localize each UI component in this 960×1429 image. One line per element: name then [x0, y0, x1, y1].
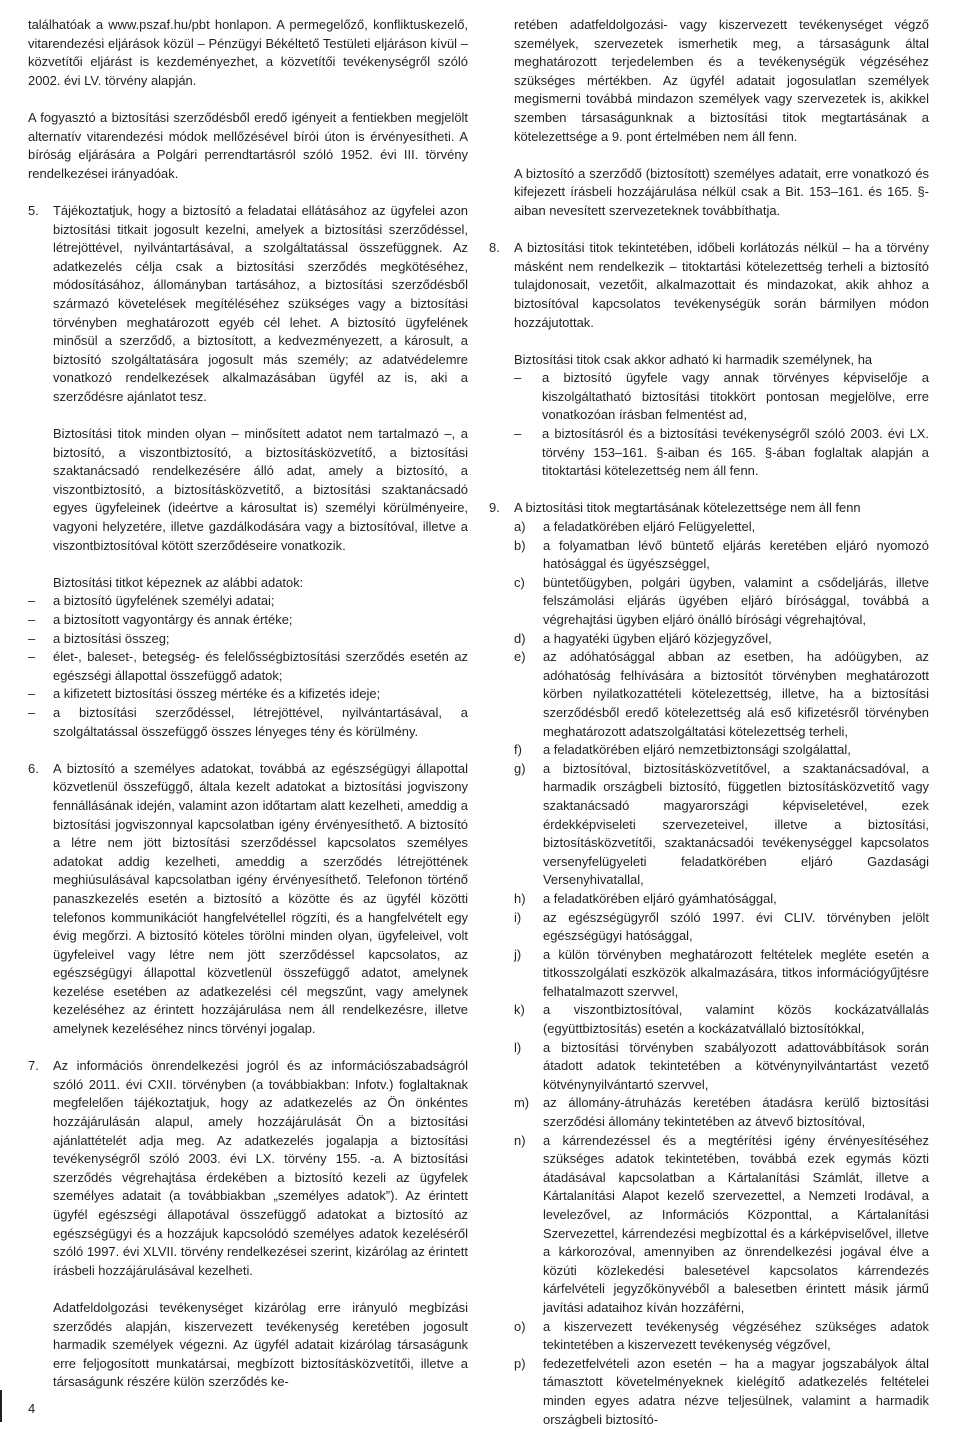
paragraph-kepeznek-wrap — [28, 574, 468, 593]
section-6 — [28, 760, 468, 1039]
list-item-text: büntetőügyben, polgári ügyben, valamint a csődeljárás, illetve felszámolási eljárás ügyében eljáró bírósággal, továbbá a végrehajtási ügyben eljáró önálló bírósági végrehajtóval, — [543, 574, 929, 627]
list-item — [489, 909, 929, 946]
list-marker: j) — [514, 946, 522, 962]
list-item-text: élet-, baleset-, betegség- és felelősségbiztosítási szerződés esetén az egészségi állapottal összefüggő adatok; — [53, 649, 468, 683]
section-8-number: 8. — [489, 240, 500, 256]
list-marker: h) — [514, 890, 526, 906]
list-marker: i) — [514, 909, 522, 925]
list-item-text: a biztosítási összeg; — [53, 630, 170, 646]
ha-list — [489, 369, 929, 481]
list-marker: k) — [514, 1002, 525, 1018]
section-9-number: 9. — [489, 500, 500, 516]
list-item: – a biztosított vagyontárgy és annak értéke; — [28, 611, 468, 630]
list-marker: a) — [514, 519, 526, 535]
paragraph-cont-wrap — [489, 16, 929, 146]
list-item-text: a kárrendezéssel és a megtérítési igény érvényesítéséhez szükséges adatok tekintetében, továbbá ezek egymás közti átadásával kapcsolatban a Kártalanítási Számlát, illetve a Kártalanítási Alapot kezelő szervezettel, a Nemzeti Irodával, a levelezővel, az Információs Központtal, a Kártalanítási Szervezettel, kárrendezési megbízottal és a kárképviselővel, illetve a kárkorozóval, amennyiben az önrendelkezési jogával élve a közúti közlekedési balesetével kapcsolatos kárrendezés kárfelvételi jegyzőkönyvéből a balesetben érintett másik jármű javítási adataihoz kíván hozzáférni, — [543, 1132, 929, 1315]
list-item — [489, 648, 929, 741]
paragraph-cont: retében adatfeldolgozási- vagy kiszervezett tevékenységet végző személyek, szervezetek ismerhetik meg, a társaságunk által meghatározott terjedelemben és a tevékenységük végzéséhez szükséges mértékben. Az ügyfél adatait jogosulatlan személyek megismerni továbbá mindazon személyek vagy szervezetek is, akikkel szemben társaságunknak a biztosítási titok megtartásának a kötelezettsége a 9. pont értelmében nem áll fenn. — [514, 17, 929, 144]
list-item-text: a kiszervezett tevékenység végzéséhez szükséges adatok tekintetében a kiszervezett tevékenység végzővel, — [543, 1318, 929, 1353]
paragraph-kiadhato: Biztosítási titok csak akkor adható ki harmadik személynek, ha — [514, 351, 873, 367]
list-item — [489, 574, 929, 630]
list-item — [489, 1132, 929, 1318]
list-marker: g) — [514, 760, 526, 776]
list-item — [489, 741, 929, 760]
list-item — [489, 1039, 929, 1095]
list-item-text: a hagyatéki ügyben eljáró közjegyzővel, — [543, 630, 772, 646]
paragraph-fogyaszto: A fogyasztó a biztosítási szerződésből eredő igényeit a fentiekben megjelölt alternatív vitarendezési módok mellőzésével bírói úton is érvényesítheti. A bíróság eljárására a Polgári perrendtartásról szóló 1952. évi III. törvény rendelkezései irányadóak. — [28, 109, 468, 181]
list-marker: n) — [514, 1132, 526, 1148]
list-item-text: a biztosításról és a biztosítási tevékenységről szóló 2003. évi LX. törvény 153–161. §-aiban és 165. §-ában foglaltak alapján a titoktartási kötelezettség nem áll fenn. — [542, 426, 929, 479]
section-9 — [489, 499, 929, 518]
list-item-text: a feladatkörében eljáró Felügyelettel, — [543, 519, 756, 535]
paragraph-kiadhato-wrap — [489, 351, 929, 370]
section-6-text: A biztosító a személyes adatokat, továbbá az egészségügyi állapottal közvetlenül összefüggő, általa kezelt adatokat a biztosítási jogviszony fennállásának idején, valamint azon időtartam alatt kezelheti, ameddig a biztosítási jogviszonnyal kapcsolatban igény érvényesíthető. A biztosító a létre nem jött biztosítási szerződéssel kapcsolatos személyes adatokat addig kezelheti, ameddig a szerződés létrejöttének meghiúsulásával kapcsolatban igény érvényesíthető. Telefonon történő panaszkezelés esetén a biztosító a közötte és az ügyfél közötti telefonos kommunikációt hangfelvétellel rögzíti, és a hangfelvételt egy évig megőrzi. A biztosító köteles törölni minden olyan, ügyfeleivel, volt ügyfeleivel vagy létre nem jött szerződéssel kapcsolatos, az egészségügyi állapottal közvetlenül összefüggő adatot, amelynek kezelése esetében az adatkezelési cél megszűnt, vagy amelynek kezeléséhez az érintett hozzájárulása nem áll rendelkezésre, illetve amelynek kezeléséhez nincs törvényi jogalap. — [53, 760, 468, 1037]
list-item — [489, 518, 929, 537]
list-marker: b) — [514, 537, 526, 553]
section-5 — [28, 202, 468, 407]
list-item-text: a biztosító ügyfele vagy annak törvényes képviselője a kiszolgáltatható biztosítási titokkört pontosan megjelölve, erre vonatkozóan írásban felmentést ad, — [542, 370, 929, 423]
dash-list — [28, 592, 468, 741]
list-item-text: az állomány-átruházás keretében átadásra kerülő biztosítási szerződési állomány tekintetében az átvevő biztosítóval, — [543, 1095, 929, 1130]
list-marker: l) — [514, 1039, 522, 1055]
list-item: – a biztosító ügyfelének személyi adatai; — [28, 592, 468, 611]
right-column — [489, 16, 929, 1429]
list-marker: e) — [514, 649, 526, 665]
list-marker: p) — [514, 1355, 526, 1371]
list-item-text: az egészségügyről szóló 1997. évi CLIV. törvényben jelölt egészségügyi hatósággal, — [543, 909, 929, 944]
section-7 — [28, 1057, 468, 1280]
section-7-text: Az információs önrendelkezési jogról és az információszabadságról szóló 2011. évi CXII. törvényben (a továbbiakban: Infotv.) foglaltaknak megfelelően tájékoztatjuk, hogy az adatkezelés az Ön önkéntes hozzájárulásán alapul, amely hozzájárulását Ön a biztosítási ajánlattételét adja meg. Az adatkezelés jogalapja a biztosítási tevékenységről szóló 2003. évi LX. törvény 155. -a. A biztosítási szerződés végrehajtása érdekében a biztosító kezeli az ügyfelek személyes adatait (a továbbiakban „személyes adatok”). Az érintett ügyfél egészségi állapotával összefüggő adatokat a biztosító az egészségügyi és a hozzájuk kapcsolódó személyes adatok kezeléséről szóló 1997. évi XLVII. törvény rendelkezései szerint, kizárólag az érintett írásbeli hozzájárulásával kezelheti. — [53, 1058, 468, 1278]
list-marker: f) — [514, 742, 522, 758]
paragraph-szerzodo-wrap — [489, 165, 929, 221]
list-item: – a biztosító ügyfele vagy annak törvényes képviselője a kiszolgáltatható biztosítási titokkört pontosan megjelölve, erre vonatkozóan írásban felmentést ad, — [489, 369, 929, 425]
list-item — [489, 946, 929, 1002]
s9-list — [489, 518, 929, 1429]
list-item-text: a feladatkörében eljáró gyámhatósággal, — [543, 890, 777, 906]
list-item-text: fedezetfelvételi azon esetén – ha a magyar jogszabályok által támasztott követelményeknek kielégítő adatkezelés feltételei minden egyes adatra nézve teljesülnek, valamint a harmadik országbeli biztosító- — [543, 1355, 929, 1427]
list-item-text: a biztosított vagyontárgy és annak értéke; — [53, 612, 293, 627]
paragraph-szerzodo: A biztosító a szerződő (biztosított) személyes adatait, erre vonatkozó és kifejezett írásbeli hozzájárulása nélkül csak a Bit. 153–161. és 165. §-aiban nevesített szervezeteknek továbbíthatja. — [514, 165, 929, 218]
section-8 — [489, 239, 929, 332]
paragraph-titok: Biztosítási titok minden olyan – minősített adatot nem tartalmazó –, a biztosító, a viszontbiztosító, a biztosításközvetítő, a biztosítási szaktanácsadó rendelkezésére álló adat, amely a biztosító, a viszontbiztosító, a biztosításközvetítő, a biztosítási szaktanácsadó egyes ügyfeleinek (ideértve a károsultat is) személyi körülményeire, vagyoni helyzetére, illetve gazdálkodására vagy a biztosítóval, illetve a viszontbiztosítóval kötött szerződéseire vonatkozik. — [53, 426, 468, 553]
list-item — [489, 537, 929, 574]
paragraph-top: találhatóak a www.pszaf.hu/pbt honlapon. A permegelőző, konfliktuskezelő, vitarendezési eljárások közül – Pénzügyi Békéltető Testületi eljáráson kívül – közvetítői eljárást is kezdeményezhet, a közvetítői tevékenységről szóló 2002. évi LV. törvény alapján. — [28, 17, 468, 88]
list-item-text: a folyamatban lévő büntető eljárás keretében eljáró nyomozó hatósággal és ügyészséggel, — [543, 537, 929, 572]
section-9-text: A biztosítási titok megtartásának kötelezettsége nem áll fenn — [514, 500, 861, 516]
list-item: – a kifizetett biztosítási összeg mértéke és a kifizetés ideje; — [28, 685, 468, 704]
paragraph-adatfeld-wrap — [28, 1299, 468, 1392]
section-8-text: A biztosítási titok tekintetében, időbeli korlátozás nélkül – ha a törvény másként nem rendelkezik – titoktartási kötelezettség terheli a biztosító tulajdonosait, vezetőit, alkalmazottait és mindazokat, akik ahhoz a biztosítóval kapcsolatos tevékenységük során bármilyen módon hozzájutottak. — [514, 240, 929, 330]
list-marker: d) — [514, 630, 526, 646]
section-6-number: 6. — [28, 760, 39, 776]
paragraph-kepeznek: Biztosítási titkot képeznek az alábbi adatok: — [53, 574, 304, 590]
list-item — [489, 760, 929, 890]
list-item-text: a viszontbiztosítóval, valamint közös kockázatvállalás (együttbiztosítás) esetén a kockázatvállaló biztosítókkal, — [543, 1002, 929, 1037]
list-item — [489, 1355, 929, 1429]
list-item-text: a biztosítóval, biztosításközvetítővel, a szaktanácsadóval, a harmadik országbeli biztosító, független biztosításközvetítő vagy szaktanácsadó magyarországi képviseletével, ezek érdekképviseleti szervezeteivel, illetve a biztosítási, biztosításközvetítői, szaktanácsadói tevékenységgel kapcsolatos versenyfelügyeleti feladatkörében eljáró Gazdasági Versenyhivatallal, — [543, 760, 929, 888]
list-item-text: a kifizetett biztosítási összeg mértéke és a kifizetés ideje; — [53, 686, 381, 702]
list-item-text: a külön törvényben meghatározott feltételek megléte esetén a titkosszolgálati eszközök alkalmazására, titkos információgyűjtésre felhatalmazott szervvel, — [543, 946, 929, 999]
left-column — [28, 16, 468, 1392]
list-item — [489, 1094, 929, 1131]
list-item-text: a feladatkörében eljáró nemzetbiztonsági szolgálattal, — [543, 742, 851, 758]
list-item-text: a biztosítási törvényben szabályozott adattovábbítások során átadott adatok tekintetében a kötvénynyilvántartást vezető kötvénynyilvántartó szervvel, — [543, 1039, 929, 1092]
list-marker: c) — [514, 574, 525, 590]
list-item-text: az adóhatósággal abban az esetben, ha adóügyben, az adóhatóság felhívására a biztosítót törvényben meghatározott körben nyilatkozattételi kötelezettség, illetve, ha a biztosítási szerződésből eredő kötelezettség alá eső kifizetésről törvényben meghatározott adatszolgáltatási kötelezettség terheli, — [543, 649, 929, 739]
section-7-number: 7. — [28, 1058, 39, 1074]
paragraph-adatfeld: Adatfeldolgozási tevékenységet kizárólag erre irányuló megbízási szerződés alapján, kiszervezett tevékenység keretében jogosult harmadik személyek végezni. Az ügyfél adatait kizárólag társaságunk erre feljogosított munkatársai, megbízott biztosításközvetítői, illetve a társaságunk részére külön szerződés ke- — [53, 1299, 468, 1390]
list-item-text: a biztosító ügyfelének személyi adatai; — [53, 593, 275, 609]
list-item-text: a biztosítási szerződéssel, létrejöttével, nyilvántartásával, a szolgáltatással összefüggő összes lényeges tény és körülmény. — [53, 704, 468, 739]
paragraph-titok-wrap — [28, 425, 468, 555]
list-item — [489, 890, 929, 909]
list-marker: m) — [514, 1095, 530, 1111]
list-item: – a biztosítási összeg; — [28, 630, 468, 649]
list-item: – a biztosítási szerződéssel, létrejöttével, nyilvántartásával, a szolgáltatással összefüggő összes lényeges tény és körülmény. — [28, 704, 468, 741]
page-number: 4 — [28, 1401, 36, 1416]
list-marker: o) — [514, 1318, 526, 1334]
list-item — [489, 1001, 929, 1038]
section-5-number: 5. — [28, 202, 39, 218]
section-5-text: Tájékoztatjuk, hogy a biztosító a feladatai ellátásához az ügyfelei azon biztosítási titkait jogosult kezelni, amelyek a biztosítási szerződéssel, létrejöttével, nyilvántartásával, a szolgáltatással összefüggnek. Az adatkezelés célja csak a biztosítási szerződés megkötéséhez, módosításához, állományban tartásához, a biztosítási szerződésből származó követelések megítéléséhez szükséges vagy a biztosítási törvényben meghatározott egyéb cél lehet. A biztosító ügyfelének minősül a szerződő, a biztosított, a kedvezményezett, a károsult, a biztosító szolgáltatására jogosult más személy; az adatvédelemre vonatkozó rendelkezések alkalmazásában ügyfél az is, aki a szerződésre ajánlatot tesz. — [53, 202, 468, 404]
list-item: – a biztosításról és a biztosítási tevékenységről szóló 2003. évi LX. törvény 153–161. §-aiban és 165. §-ában foglaltak alapján a titoktartási kötelezettség nem áll fenn. — [489, 425, 929, 481]
footer-rule — [0, 1390, 2, 1422]
list-item: – élet-, baleset-, betegség- és felelősségbiztosítási szerződés esetén az egészségi állapottal összefüggő adatok; — [28, 648, 468, 685]
list-item — [489, 1318, 929, 1355]
list-item — [489, 630, 929, 649]
